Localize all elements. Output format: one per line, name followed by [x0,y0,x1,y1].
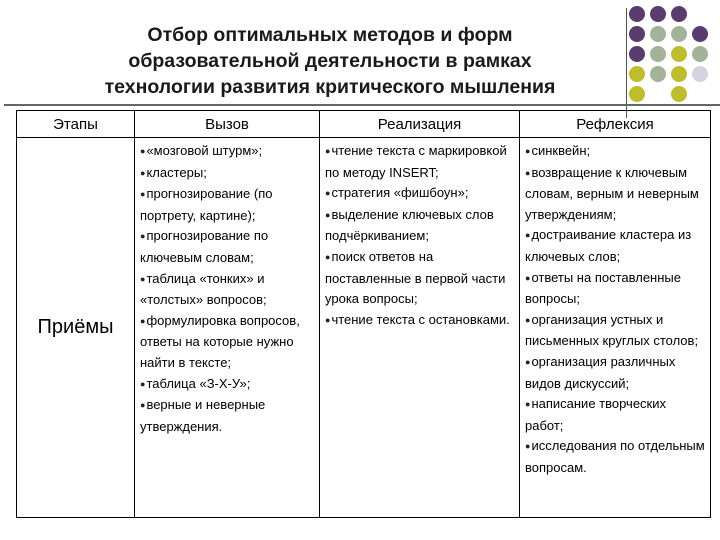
list-item [140,141,315,163]
header-stages: Этапы [17,111,135,138]
cell-realization [320,138,520,518]
list-item-text: таблица «тонких» и «толстых» вопросов; [140,270,267,308]
header-realization: Реализация [320,111,520,138]
bullet-icon: ● [325,314,331,325]
list-item [325,205,515,247]
list-item [140,163,315,185]
list-item-text: чтение текста с остановками. [331,311,510,327]
list-item-text: стратегия «фишбоун»; [331,185,469,201]
bullet-icon: ● [140,273,146,284]
decorative-dot [650,66,666,82]
bullet-icon: ● [140,400,146,411]
bullet-icon: ● [140,189,146,200]
list-item [525,436,706,478]
bullet-icon: ● [525,272,531,283]
decorative-dot [692,46,708,62]
decorative-dot [629,46,645,62]
bullet-icon: ● [325,251,331,262]
list-item-text: таблица «З-Х-У»; [146,375,251,391]
bullet-icon: ● [140,378,146,389]
list-item [325,183,515,205]
list-item [525,225,706,267]
bullet-icon: ● [140,146,146,156]
decorative-dot [629,26,645,42]
header-reflection: Рефлексия [520,111,711,138]
decorative-dot [671,66,687,82]
bullet-icon: ● [325,146,331,156]
slide-title [10,22,650,100]
row-label-techniques: Приёмы [17,138,135,518]
header-divider-horizontal [4,104,720,106]
cell-reflection [520,138,711,518]
list-item-text: «мозговой штурм»; [146,143,263,158]
bullet-icon: ● [525,314,531,325]
methods-table [16,110,711,518]
list-item-text: синквейн; [531,143,591,158]
list-item [525,352,706,394]
decorative-dot [629,66,645,82]
decorative-dot [650,26,666,42]
list-item-text: поиск ответов на поставленные в первой части урока вопросы; [325,248,506,307]
decorative-dot [650,6,666,22]
list-item [140,226,315,268]
slide-title-line: образовательной деятельности в рамках [128,50,532,72]
list-item [525,394,706,436]
list-item-text: возвращение к ключевым словам, верным и неверным утверждениям; [525,164,699,222]
header-divider-vertical [626,8,627,118]
list-item-text: чтение текста с маркировкой по методу INSERT; [325,143,507,180]
decorative-dot [629,86,645,102]
cell-challenge [135,138,320,518]
bullet-icon: ● [525,356,531,367]
list-item [525,141,706,163]
bullet-icon: ● [525,399,531,410]
slide-title-line: Отбор оптимальных методов и форм [147,24,513,46]
list-item [140,395,315,437]
decorative-dot [671,86,687,102]
list-item [325,247,515,310]
decorative-dot [692,66,708,82]
list-item [525,163,706,226]
decorative-dot [671,6,687,22]
list-item-text: ответы на поставленные вопросы; [525,269,681,307]
decorative-dot [629,6,645,22]
table-header-row [17,111,711,138]
decorative-dot [671,26,687,42]
list-item-text: выделение ключевых слов подчёркиванием; [325,206,494,244]
bullet-icon: ● [525,230,531,241]
list-item-text: написание творческих работ; [525,396,667,433]
decorative-dot [671,46,687,62]
list-item-text: организация устных и письменных круглых столов; [525,311,699,349]
list-item [140,374,315,396]
bullet-icon: ● [140,167,146,178]
bullet-icon: ● [140,315,146,326]
list-item [140,184,315,226]
bullet-icon: ● [325,209,331,220]
bullet-icon: ● [325,188,331,199]
list-item-text: верные и неверные утверждения. [140,397,266,434]
list-item-text: формулировка вопросов, ответы на которые нужно найти в тексте; [140,312,300,370]
table-row [17,138,711,518]
bullet-icon: ● [525,441,531,452]
list-item [325,141,515,183]
list-item [140,269,315,311]
decorative-dot [692,26,708,42]
decorative-dot-grid [629,6,719,106]
slide-title-line: технологии развития критического мышления [104,76,556,98]
list-item-text: организация различных видов дискуссий; [525,353,676,391]
list-item [140,311,315,374]
bullet-icon: ● [140,231,146,242]
bullet-icon: ● [525,167,531,178]
decorative-dot [650,46,666,62]
list-item [525,268,706,310]
list-item-text: исследования по отдельным вопросам. [525,438,705,475]
header-challenge: Вызов [135,111,320,138]
list-item [525,310,706,352]
list-item-text: прогнозирование по ключевым словам; [140,228,269,265]
list-item-text: достраивание кластера из ключевых слов; [525,227,692,264]
list-item-text: прогнозирование (по портрету, картине); [140,186,273,223]
list-item [325,310,515,332]
bullet-icon: ● [525,146,531,156]
list-item-text: кластеры; [146,164,207,180]
